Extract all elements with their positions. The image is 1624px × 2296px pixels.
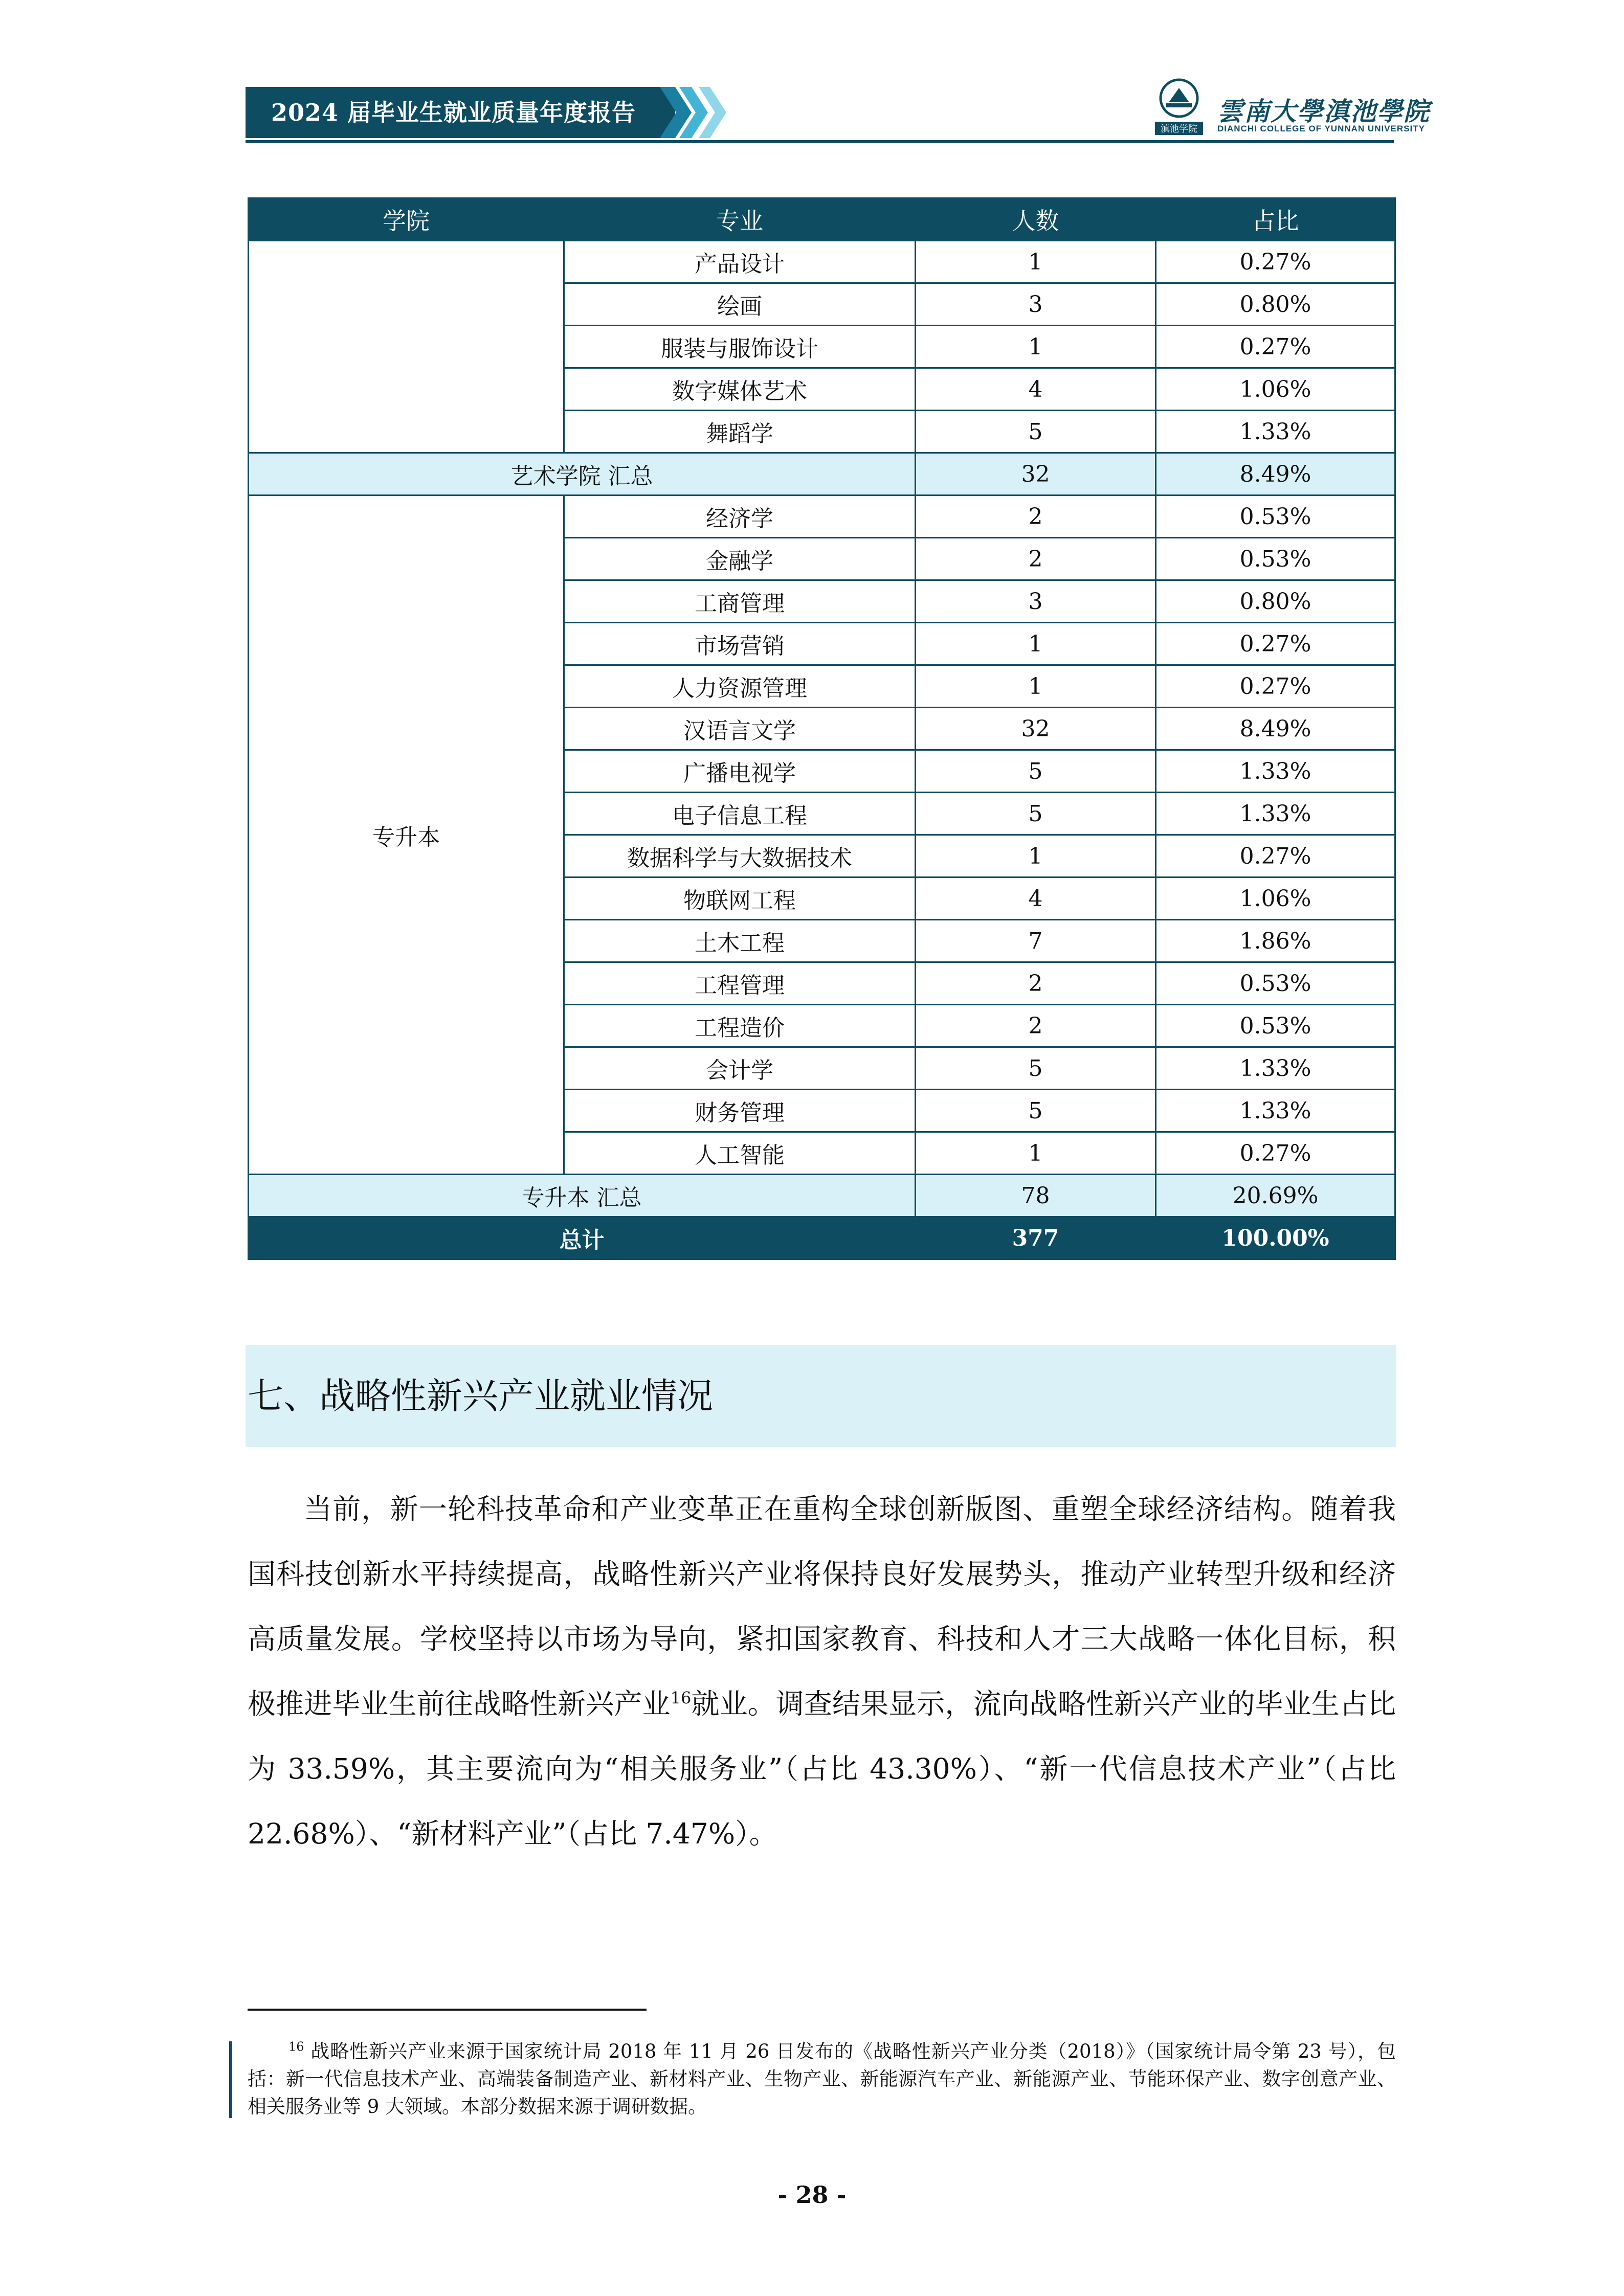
count-cell: 2 <box>916 496 1156 538</box>
table-row <box>249 241 1395 283</box>
subtotal-percent: 20.69% <box>1156 1175 1395 1217</box>
major-cell: 工商管理 <box>564 580 916 623</box>
count-cell: 1 <box>916 835 1156 877</box>
section-title: 七、战略性新兴产业就业情况 <box>248 1375 713 1417</box>
college-emblem-icon <box>1151 77 1207 138</box>
count-cell: 7 <box>916 920 1156 962</box>
major-cell: 工程管理 <box>564 962 916 1005</box>
employment-by-major-table <box>248 197 1396 1260</box>
header-percent: 占比 <box>1156 198 1395 241</box>
count-cell: 3 <box>916 283 1156 326</box>
footnote-accent-bar <box>229 2041 232 2118</box>
total-count: 377 <box>916 1217 1156 1259</box>
percent-cell: 0.53% <box>1156 962 1395 1005</box>
major-cell: 金融学 <box>564 538 916 580</box>
header-divider <box>246 140 1394 143</box>
report-title: 2024 届毕业生就业质量年度报告 <box>271 99 636 126</box>
table-header-row <box>249 198 1395 241</box>
percent-cell: 0.27% <box>1156 623 1395 665</box>
paragraph-text-part1: 当前，新一轮科技革命和产业变革正在重构全球创新版图、重塑全球经济结构。随着我国科技创新水平持续提高，战略性新兴产业将保持良好发展势头，推动产业转型升级和经济高质量发展。学校坚持以市场为导向，紧扣国家教育、科技和人才三大战略一体化目标，积极推进毕业生前往战略性新兴产业 <box>248 1493 1396 1720</box>
count-cell: 4 <box>916 877 1156 920</box>
footnote-number: 16 <box>288 2039 304 2054</box>
major-cell: 物联网工程 <box>564 877 916 920</box>
paragraph-text-part2: 就业。调查结果显示，流向战略性新兴产业的毕业生占比为 33.59%，其主要流向为“相关服务业”（占比 43.30%）、“新一代信息技术产业”（占比 22.68%）、“新材料产业”（占比 7.47%）。 <box>248 1687 1396 1850</box>
count-cell: 1 <box>916 623 1156 665</box>
header-major: 专业 <box>564 198 916 241</box>
percent-cell: 0.53% <box>1156 538 1395 580</box>
count-cell: 1 <box>916 241 1156 283</box>
subtotal-label: 艺术学院 汇总 <box>249 453 916 496</box>
total-row <box>249 1217 1395 1259</box>
count-cell: 32 <box>916 708 1156 750</box>
percent-cell: 0.27% <box>1156 1132 1395 1175</box>
major-cell: 会计学 <box>564 1047 916 1090</box>
count-cell: 5 <box>916 411 1156 453</box>
subtotal-count: 78 <box>916 1175 1156 1217</box>
count-cell: 5 <box>916 1047 1156 1090</box>
major-cell: 财务管理 <box>564 1090 916 1132</box>
college-logo-english: DIANCHI COLLEGE OF YUNNAN UNIVERSITY <box>1217 124 1425 133</box>
subtotal-row <box>249 453 1395 496</box>
table-row <box>249 496 1395 538</box>
major-cell: 产品设计 <box>564 241 916 283</box>
total-label: 总计 <box>249 1217 916 1259</box>
college-cell: 专升本 <box>249 496 564 1175</box>
count-cell: 2 <box>916 962 1156 1005</box>
percent-cell: 0.80% <box>1156 283 1395 326</box>
count-cell: 2 <box>916 538 1156 580</box>
major-cell: 工程造价 <box>564 1005 916 1047</box>
percent-cell: 1.06% <box>1156 877 1395 920</box>
percent-cell: 0.27% <box>1156 665 1395 708</box>
major-cell: 绘画 <box>564 283 916 326</box>
header-college: 学院 <box>249 198 564 241</box>
footnote-reference[interactable]: 16 <box>670 1688 692 1708</box>
major-cell: 电子信息工程 <box>564 793 916 835</box>
subtotal-count: 32 <box>916 453 1156 496</box>
percent-cell: 0.53% <box>1156 496 1395 538</box>
total-percent: 100.00% <box>1156 1217 1395 1259</box>
major-cell: 广播电视学 <box>564 750 916 793</box>
percent-cell: 1.33% <box>1156 1090 1395 1132</box>
percent-cell: 0.27% <box>1156 241 1395 283</box>
emblem-label: 滇池学院 <box>1161 124 1197 134</box>
major-cell: 人工智能 <box>564 1132 916 1175</box>
count-cell: 5 <box>916 1090 1156 1132</box>
percent-cell: 1.86% <box>1156 920 1395 962</box>
percent-cell: 1.33% <box>1156 750 1395 793</box>
count-cell: 3 <box>916 580 1156 623</box>
page-number: - 28 - <box>777 2181 847 2209</box>
percent-cell: 0.53% <box>1156 1005 1395 1047</box>
major-cell: 舞蹈学 <box>564 411 916 453</box>
percent-cell: 0.27% <box>1156 326 1395 368</box>
major-cell: 服装与服饰设计 <box>564 326 916 368</box>
body-paragraph <box>248 1477 1396 1866</box>
chevron-arrows-icon <box>660 87 742 138</box>
count-cell: 5 <box>916 750 1156 793</box>
percent-cell: 8.49% <box>1156 708 1395 750</box>
major-cell: 数据科学与大数据技术 <box>564 835 916 877</box>
count-cell: 1 <box>916 1132 1156 1175</box>
major-cell: 经济学 <box>564 496 916 538</box>
percent-cell: 1.33% <box>1156 793 1395 835</box>
percent-cell: 0.80% <box>1156 580 1395 623</box>
subtotal-percent: 8.49% <box>1156 453 1395 496</box>
college-cell <box>249 241 564 453</box>
major-cell: 汉语言文学 <box>564 708 916 750</box>
subtotal-row <box>249 1175 1395 1217</box>
major-cell: 人力资源管理 <box>564 665 916 708</box>
percent-cell: 0.27% <box>1156 835 1395 877</box>
percent-cell: 1.06% <box>1156 368 1395 411</box>
count-cell: 1 <box>916 665 1156 708</box>
count-cell: 4 <box>916 368 1156 411</box>
major-cell: 土木工程 <box>564 920 916 962</box>
percent-cell: 1.33% <box>1156 1047 1395 1090</box>
footnote-divider <box>248 2009 647 2011</box>
major-cell: 数字媒体艺术 <box>564 368 916 411</box>
footnote-text: 战略性新兴产业来源于国家统计局 2018 年 11 月 26 日发布的《战略性新兴产业分类（2018）》（国家统计局令第 23 号），包括：新一代信息技术产业、高端装备制造产业、新材料产业、生物产业、新能源汽车产业、新能源产业、节能环保产业、数字创意产业、相关服务业等 9 大领域。本部分数据来源于调研数据。 <box>248 2040 1396 2118</box>
footnote <box>248 2038 1396 2121</box>
header-count: 人数 <box>916 198 1156 241</box>
count-cell: 2 <box>916 1005 1156 1047</box>
count-cell: 1 <box>916 326 1156 368</box>
percent-cell: 1.33% <box>1156 411 1395 453</box>
subtotal-label: 专升本 汇总 <box>249 1175 916 1217</box>
count-cell: 5 <box>916 793 1156 835</box>
major-cell: 市场营销 <box>564 623 916 665</box>
college-logo-text: 雲南大學滇池學院 <box>1217 96 1430 126</box>
